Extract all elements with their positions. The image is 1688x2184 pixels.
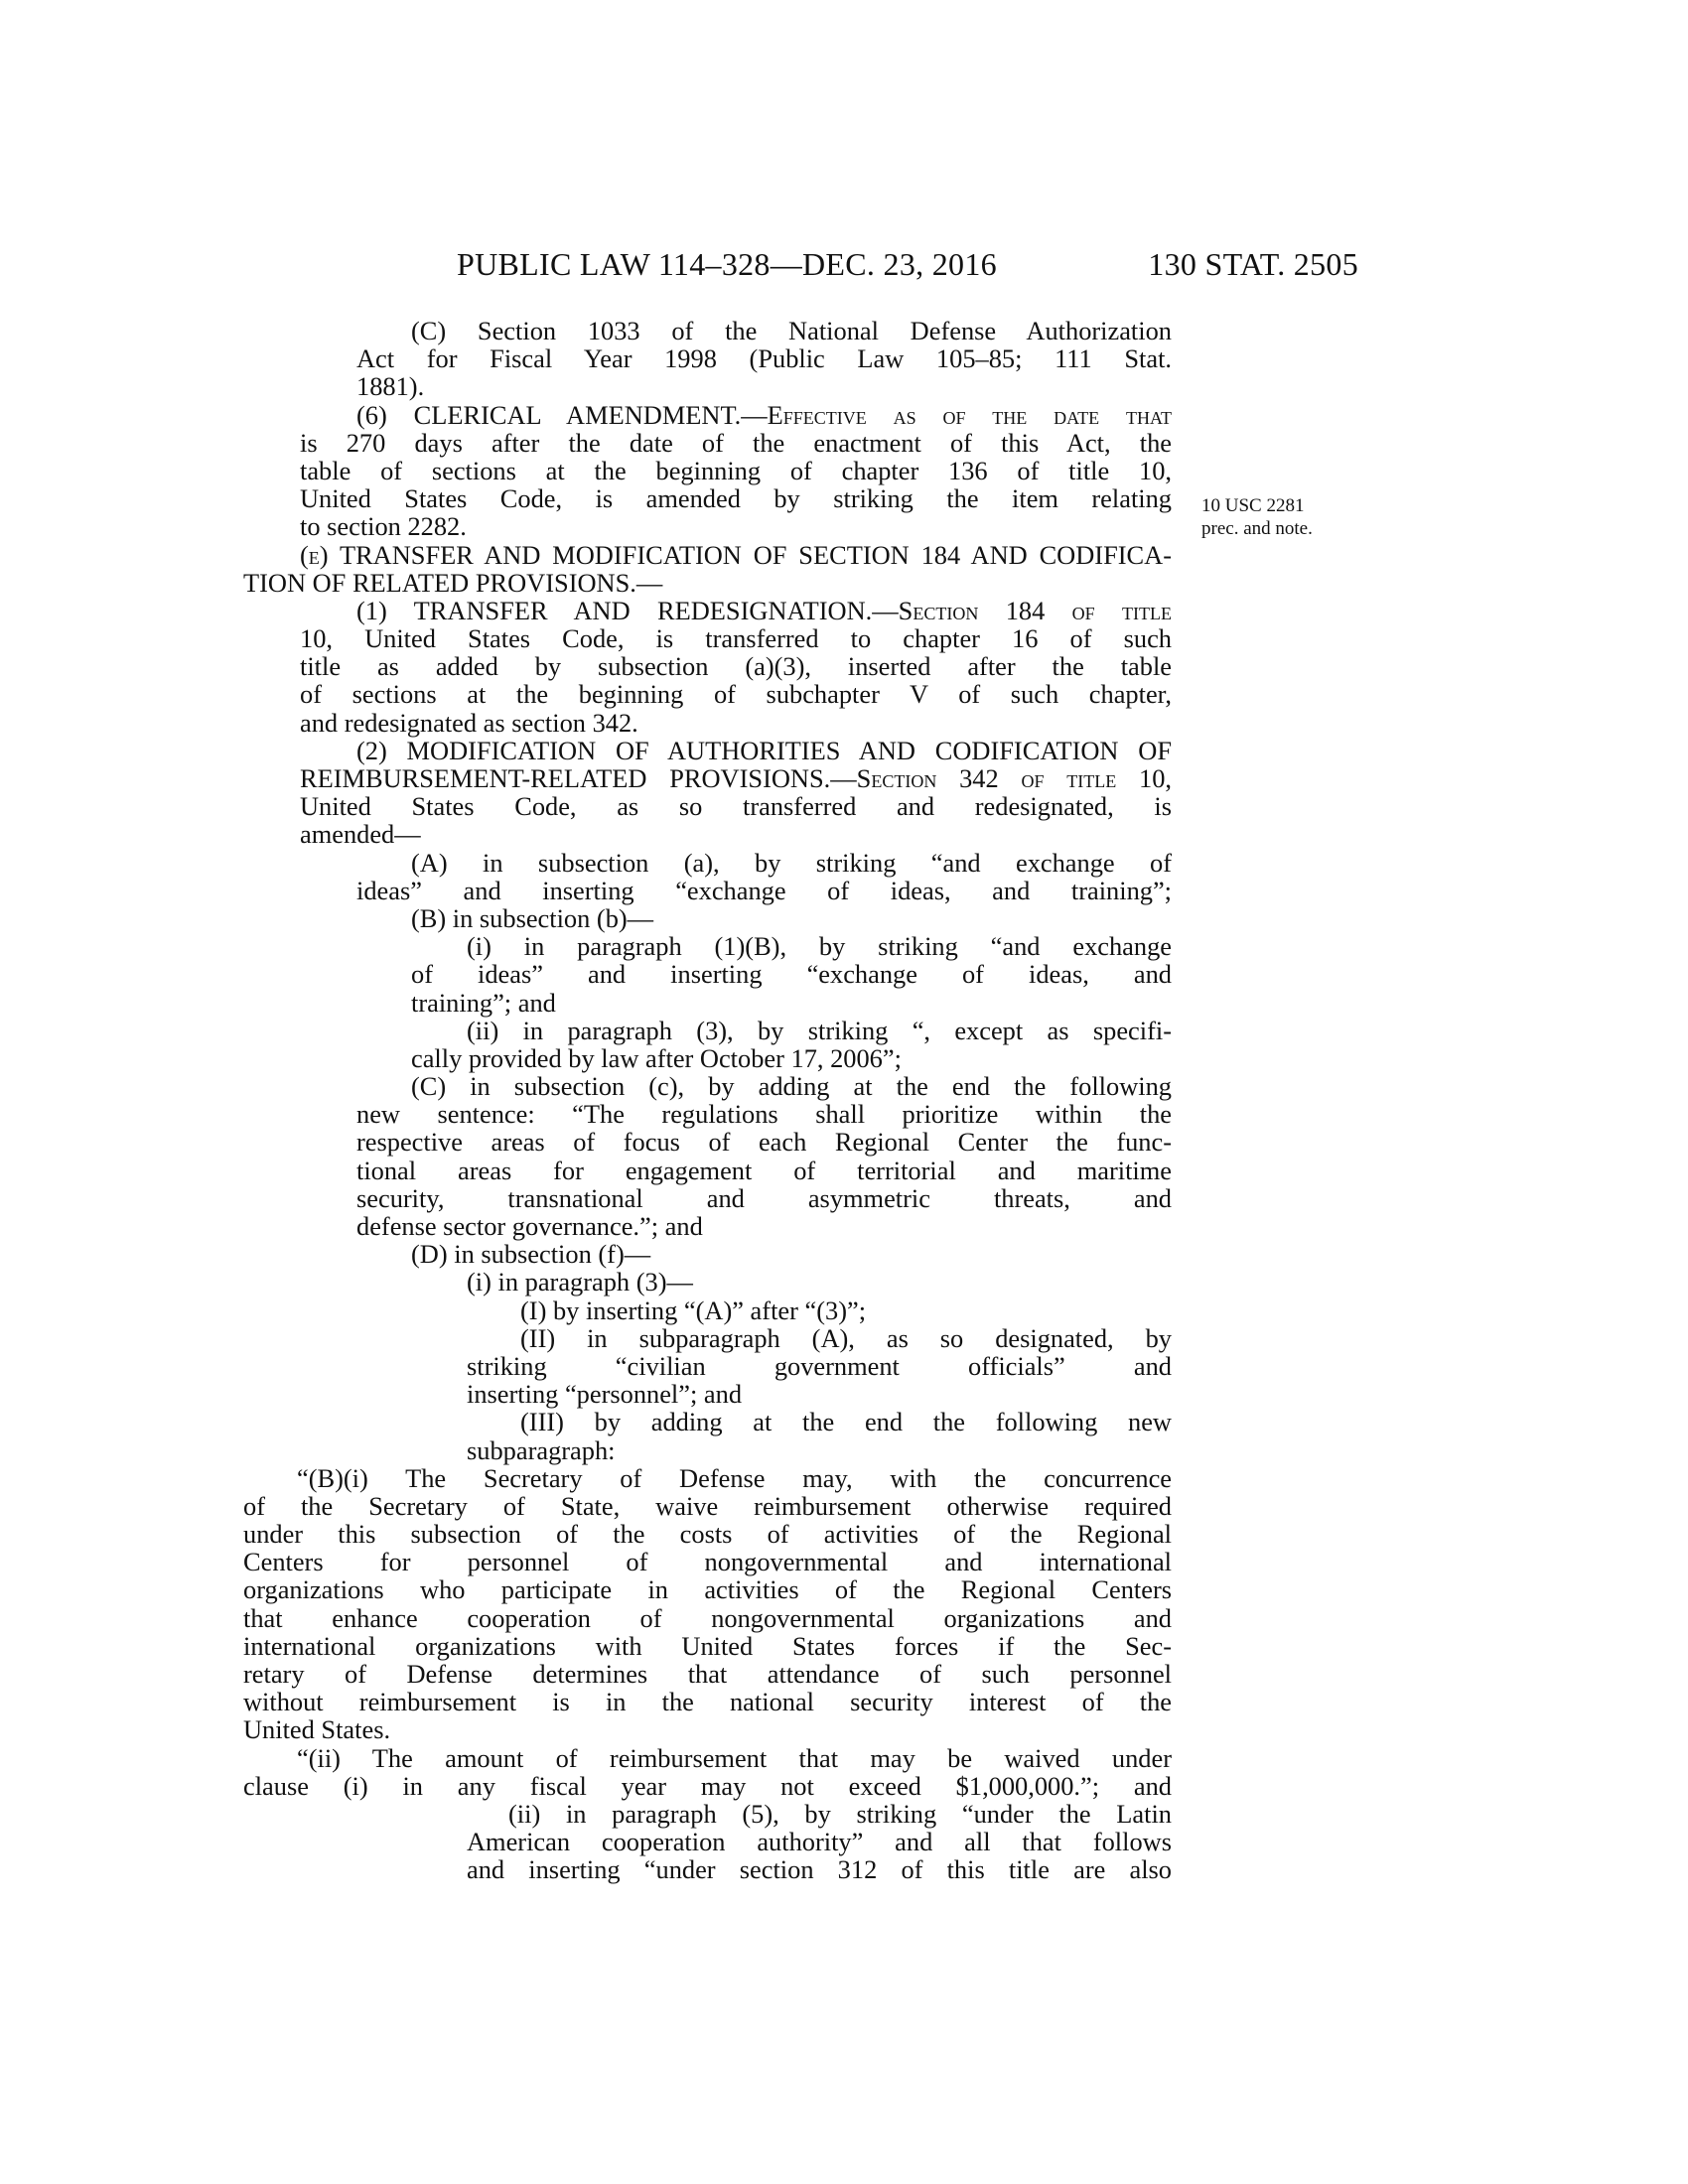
statute-page-number: 130 STAT. 2505 [1148,246,1358,282]
text-line: (III) by adding at the end the following new [520,1407,1172,1437]
text-line: (ii) in paragraph (5), by striking “under the Latin [508,1798,1172,1829]
text-line: cally provided by law after October 17, 2006”; [411,1042,902,1073]
text-line: (I) by inserting “(A)” after “(3)”; [520,1295,867,1325]
text-line: new sentence: “The regulations shall prioritize within the [356,1099,1172,1130]
text-line: international organizations with United States forces if the Sec- [243,1630,1172,1661]
text-line: defense sector governance.”; and [356,1211,703,1241]
text-line: table of sections at the beginning of chapter 136 of title 10, [300,455,1172,485]
text-line: 1881). [356,371,425,402]
text-line: (A) in subsection (a), by striking “and exchange of [411,847,1172,878]
text-line: Centers for personnel of nongovernmental and international [243,1547,1172,1577]
text-line: striking “civilian government officials” and [467,1350,1172,1381]
margin-note-detail: prec. and note. [1201,518,1313,539]
text-line: respective areas of focus of each Regional Center the func- [356,1127,1172,1158]
text-line: tional areas for engagement of territorial and maritime [356,1155,1172,1185]
body-text [243,316,1172,1885]
text-line: under this subsection of the costs of activities of the Regional [243,1519,1172,1550]
margin-note-citation: 10 USC 2281 [1201,495,1305,516]
text-line: (i) in paragraph (1)(B), by striking “and exchange [467,931,1172,962]
text-line: United States. [243,1714,391,1745]
text-line: (II) in subparagraph (A), as so designated, by [520,1322,1172,1353]
text-line: United States Code, is amended by striking the item relating [300,483,1172,514]
text-line: of sections at the beginning of subchapter V of such chapter, [300,679,1172,710]
text-line: inserting “personnel”; and [467,1379,743,1410]
text-line: training”; and [411,987,556,1018]
text-line: (2) MODIFICATION OF AUTHORITIES AND CODIFICATION OF [356,735,1172,765]
text-line: REIMBURSEMENT-RELATED PROVISIONS.—Section 342 of title 10, [300,763,1172,793]
text-line: American cooperation authority” and all that follows [467,1827,1172,1857]
text-line: retary of Defense determines that attendance of such personnel [243,1659,1172,1689]
text-line: (i) in paragraph (3)— [467,1267,693,1297]
text-line: (C) Section 1033 of the National Defense Authorization [411,316,1172,345]
text-line: of ideas” and inserting “exchange of ideas, and [411,959,1172,990]
text-line: to section 2282. [300,511,467,542]
text-line: that enhance cooperation of nongovernmental organizations and [243,1602,1172,1633]
text-line: title as added by subsection (a)(3), inserted after the table [300,651,1172,682]
running-header-title: PUBLIC LAW 114–328—DEC. 23, 2016 [457,246,997,282]
text-line: organizations who participate in activities of the Regional Centers [243,1574,1172,1605]
text-line: subparagraph: [467,1434,616,1465]
text-line: (C) in subsection (c), by adding at the end the following [411,1071,1172,1102]
text-line: clause (i) in any fiscal year may not exceed $1,000,000.”; and [243,1770,1172,1801]
text-line: ideas” and inserting “exchange of ideas, and training”; [356,875,1172,905]
text-line: United States Code, as so transferred and redesignated, is [300,791,1172,822]
text-line: of the Secretary of State, waive reimbursement otherwise required [243,1490,1172,1521]
text-line: “(ii) The amount of reimbursement that may be waived under [297,1742,1172,1773]
text-line: (D) in subsection (f)— [411,1239,651,1270]
text-line: “(B)(i) The Secretary of Defense may, with the concurrence [297,1462,1172,1493]
text-line: (1) TRANSFER AND REDESIGNATION.—Section 184 of title [356,595,1172,625]
text-line: without reimbursement is in the national security interest of the [243,1687,1172,1717]
text-line: (6) CLERICAL AMENDMENT.—Effective as of the date that [356,399,1172,430]
text-line: and redesignated as section 342. [300,707,638,738]
text-line: TION OF RELATED PROVISIONS.— [243,567,663,598]
text-line: 10, United States Code, is transferred to chapter 16 of such [300,623,1172,654]
text-line: security, transnational and asymmetric threats, and [356,1182,1172,1213]
text-line: is 270 days after the date of the enactment of this Act, the [300,427,1172,458]
margin-note [1201,494,1313,540]
text-line: and inserting “under section 312 of this title are also [467,1854,1172,1885]
text-line: Act for Fiscal Year 1998 (Public Law 105–85; 111 Stat. [356,343,1172,374]
text-line: (e) TRANSFER AND MODIFICATION OF SECTION 184 AND CODIFICA- [300,539,1172,570]
text-line: (B) in subsection (b)— [411,902,654,933]
text-line: (ii) in paragraph (3), by striking “, except as specifi- [467,1015,1172,1045]
text-line: amended— [300,819,421,850]
